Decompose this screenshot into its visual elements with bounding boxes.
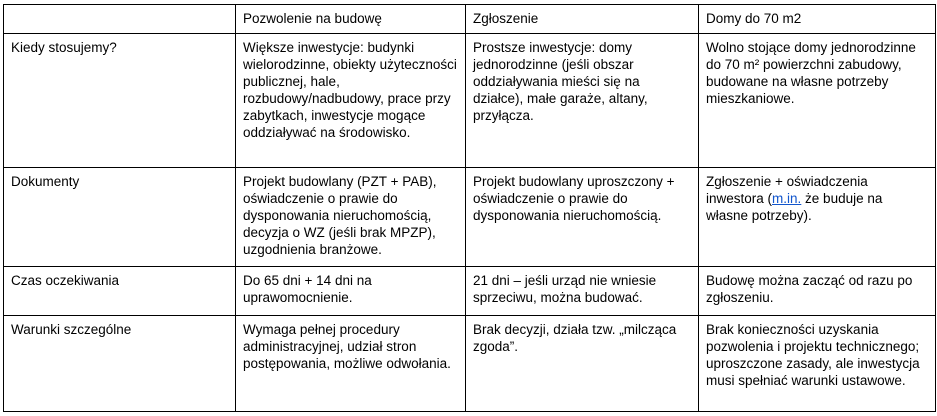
cell-waiting-permit: Do 65 dni + 14 dni na uprawomocnienie. [236, 267, 466, 316]
column-header-domy-70: Domy do 70 m2 [699, 5, 936, 34]
cell-waiting-houses70: Budowę można zacząć od razu po zgłoszeniu. [699, 267, 936, 316]
inline-link-m-in[interactable]: m.in. [772, 191, 802, 206]
cell-special-houses70: Brak konieczności uzyskania pozwolenia i projektu technicznego; uproszczone zasady, ale inwestycja musi spełniać warunki ustawowe. [699, 316, 936, 412]
cell-text-prefix: Zgłoszenie + oświadczenia inwestora ( [706, 174, 868, 206]
table-row-warunki-szczegolne [4, 316, 936, 412]
corner-cell [4, 5, 236, 34]
cell-when-notification: Prostsze inwestycje: domy jednorodzinne (jeśli obszar oddziaływania mieści się na działce), małe garaże, altany, przyłącza. [466, 34, 699, 168]
cell-when-permit: Większe inwestycje: budynki wielorodzinne, obiekty użyteczności publicznej, hale, rozbudowy/nadbudowy, prace przy zabytkach, inwestycje mogące oddziaływać na środowisko. [236, 34, 466, 168]
cell-text-suffix: że buduje na własne potrzeby). [706, 191, 883, 223]
cell-documents-notification: Projekt budowlany uproszczony + oświadczenie o prawie do dysponowania nieruchomością. [466, 168, 699, 267]
column-header-pozwolenie: Pozwolenie na budowę [236, 5, 466, 34]
cell-special-permit: Wymaga pełnej procedury administracyjnej, udział stron postępowania, możliwe odwołania. [236, 316, 466, 412]
row-header-warunki-szczegolne: Warunki szczególne [4, 316, 236, 412]
header-row [4, 5, 936, 34]
cell-special-notification: Brak decyzji, działa tzw. „milcząca zgoda”. [466, 316, 699, 412]
cell-documents-houses70 [699, 168, 936, 267]
cell-waiting-notification: 21 dni – jeśli urząd nie wniesie sprzeciwu, można budować. [466, 267, 699, 316]
cell-documents-permit: Projekt budowlany (PZT + PAB), oświadczenie o prawie do dysponowania nieruchomością, decyzja o WZ (jeśli brak MPZP), uzgodnienia branżowe. [236, 168, 466, 267]
table-row-kiedy-stosujemy [4, 34, 936, 168]
column-header-zgloszenie: Zgłoszenie [466, 5, 699, 34]
table-row-czas-oczekiwania [4, 267, 936, 316]
row-header-kiedy-stosujemy: Kiedy stosujemy? [4, 34, 236, 168]
row-header-dokumenty: Dokumenty [4, 168, 236, 267]
comparison-table [3, 4, 936, 412]
row-header-czas-oczekiwania: Czas oczekiwania [4, 267, 236, 316]
table-row-dokumenty [4, 168, 936, 267]
cell-when-houses70: Wolno stojące domy jednorodzinne do 70 m² powierzchni zabudowy, budowane na własne potrzeby mieszkaniowe. [699, 34, 936, 168]
